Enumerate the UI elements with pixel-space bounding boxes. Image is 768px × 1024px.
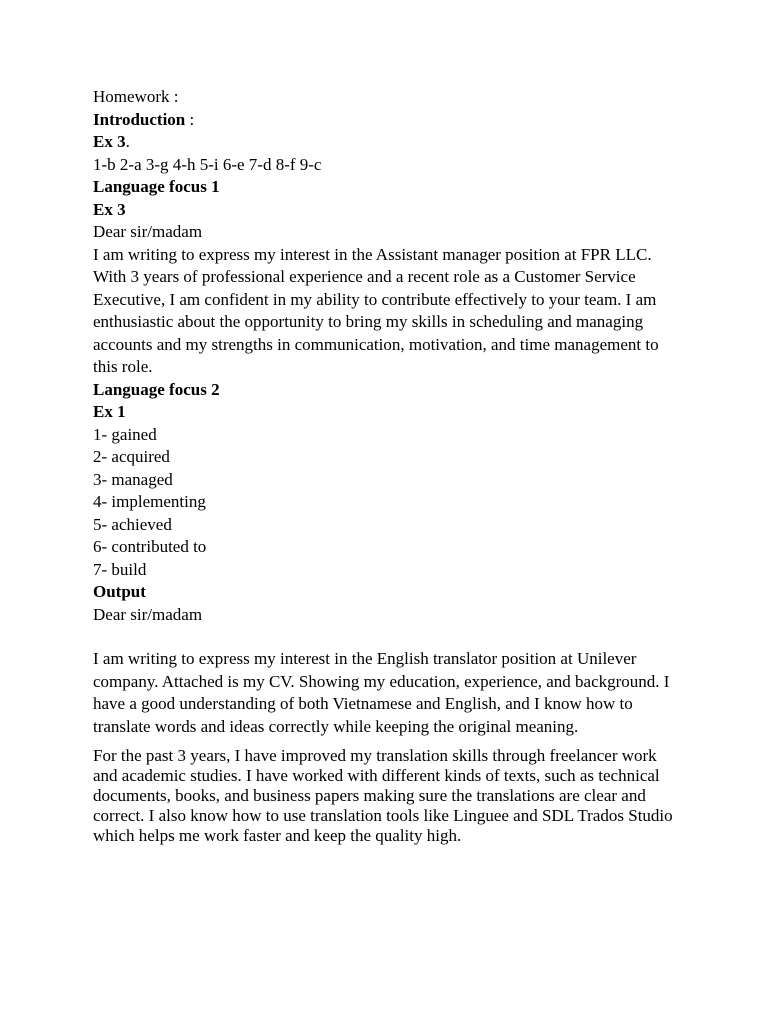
language-focus-2-exercise: Ex 1 bbox=[93, 402, 126, 421]
paragraph-spacer bbox=[93, 626, 683, 648]
answer-item: 5- achieved bbox=[93, 514, 172, 534]
output-heading: Output bbox=[93, 582, 146, 601]
language-focus-1-heading: Language focus 1 bbox=[93, 177, 220, 196]
output-paragraph-1: I am writing to express my interest in the English translator position at Unilever company. Attached is my CV. Showing my education, experience, and background. I have a good understanding of both Vietnamese and English, and I know how to translate words and ideas correctly while keeping the original meaning. bbox=[93, 649, 670, 736]
document-page bbox=[93, 86, 683, 846]
language-focus-2-heading: Language focus 2 bbox=[93, 379, 220, 399]
answer-item: 3- managed bbox=[93, 469, 173, 489]
language-focus-1-paragraph: I am writing to express my interest in the Assistant manager position at FPR LLC. With 3 years of professional experience and a recent role as a Customer Service Executive, I am confident in my ability to contribute effectively to your team. I am enthusiastic about the opportunity to bring my skills in scheduling and managing accounts and my strengths in communication, motivation, and time management to this role. bbox=[93, 244, 659, 376]
language-focus-1-exercise: Ex 3 bbox=[93, 199, 126, 219]
introduction-heading bbox=[93, 109, 683, 132]
language-focus-1-greeting: Dear sir/madam bbox=[93, 222, 203, 241]
homework-title: Homework : bbox=[93, 87, 179, 106]
answer-item: 4- implementing bbox=[93, 492, 206, 511]
answer-item: 6- contributed to bbox=[93, 537, 207, 556]
output-greeting: Dear sir/madam bbox=[93, 604, 203, 624]
output-paragraph-2: For the past 3 years, I have improved my translation skills through freelancer work and academic studies. I have worked with different kinds of texts, such as technical documents, books, and business papers making sure the translations are clear and correct. I also know how to use translation tools like Linguee and SDL Trados Studio which helps me work faster and keep the quality high. bbox=[93, 746, 673, 845]
answer-item: 1- gained bbox=[93, 424, 157, 444]
intro-exercise-heading bbox=[93, 131, 683, 154]
intro-exercise-label: Ex 3 bbox=[93, 132, 126, 151]
introduction-suffix: : bbox=[185, 109, 195, 129]
intro-exercise-suffix: . bbox=[125, 132, 130, 151]
answer-item: 2- acquired bbox=[93, 447, 170, 466]
answer-item: 7- build bbox=[93, 559, 147, 579]
introduction-label: Introduction bbox=[93, 109, 186, 129]
intro-exercise-answers: 1-b 2-a 3-g 4-h 5-i 6-e 7-d 8-f 9-c bbox=[93, 154, 322, 174]
